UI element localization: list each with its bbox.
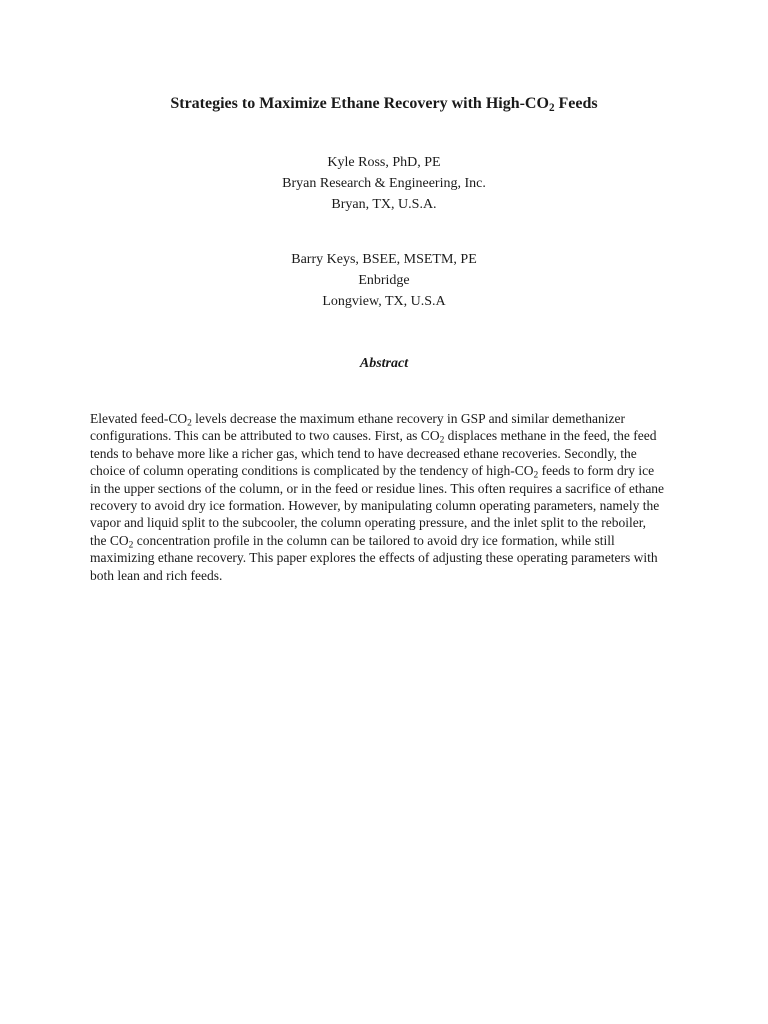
author-block-2 [0,249,768,312]
abstract-line [90,497,680,514]
abstract-subscript: 2 [128,540,134,551]
abstract-text: in the upper sections of the column, or in the feed or residue lines. This often requires a sacrifice of ethane [90,480,665,496]
author-affiliation: Enbridge [358,273,410,288]
abstract-subscript: 2 [439,435,445,446]
abstract-text: configurations. This can be attributed to two causes. First, as CO [90,428,440,444]
title-subscript: 2 [548,101,555,114]
abstract-line [90,445,680,462]
author-name: Kyle Ross, PhD, PE [327,155,441,170]
abstract-subscript: 2 [533,470,539,481]
abstract-line [90,532,680,549]
abstract-heading: Abstract [359,356,409,371]
abstract-text: tends to behave more like a richer gas, which tend to have decreased ethane recoveries. Secondly, the [90,445,637,461]
abstract-line [90,549,680,566]
abstract-line [90,567,680,584]
abstract-body [90,410,680,584]
abstract-text: displaces methane in the feed, the feed [444,428,657,444]
title-text-end: Feeds [554,95,598,112]
abstract-text: levels decrease the maximum ethane recovery in GSP and similar demethanizer [191,411,626,426]
abstract-line [90,462,680,479]
abstract-text: vapor and liquid split to the subcooler, the column operating pressure, and the inlet split to the reboiler, [90,515,647,531]
abstract-text: recovery to avoid dry ice formation. However, by manipulating column operating parameters, namely the [90,498,660,514]
abstract-line [90,410,680,427]
abstract-line [90,427,680,444]
abstract-line [90,514,680,531]
abstract-text: choice of column operating conditions is complicated by the tendency of high-CO [90,463,534,479]
author-location: Bryan, TX, U.S.A. [331,197,437,212]
author-affiliation: Bryan Research & Engineering, Inc. [282,176,486,191]
title-text: Strategies to Maximize Ethane Recovery with High-CO [170,95,549,112]
abstract-text: the CO [90,532,129,548]
author-block-1 [0,152,768,215]
abstract-text: Elevated feed-CO [90,411,188,426]
paper-title [0,94,768,114]
abstract-text: both lean and rich feeds. [90,567,223,583]
abstract-text: feeds to form dry ice [538,463,655,479]
abstract-subscript: 2 [187,418,192,429]
abstract-text: maximizing ethane recovery. This paper explores the effects of adjusting these operating parameters with [90,550,658,566]
abstract-line [90,480,680,497]
author-location: Longview, TX, U.S.A [322,294,446,309]
abstract-text: concentration profile in the column can be tailored to avoid dry ice formation, while still [133,532,615,548]
author-name: Barry Keys, BSEE, MSETM, PE [291,252,477,267]
